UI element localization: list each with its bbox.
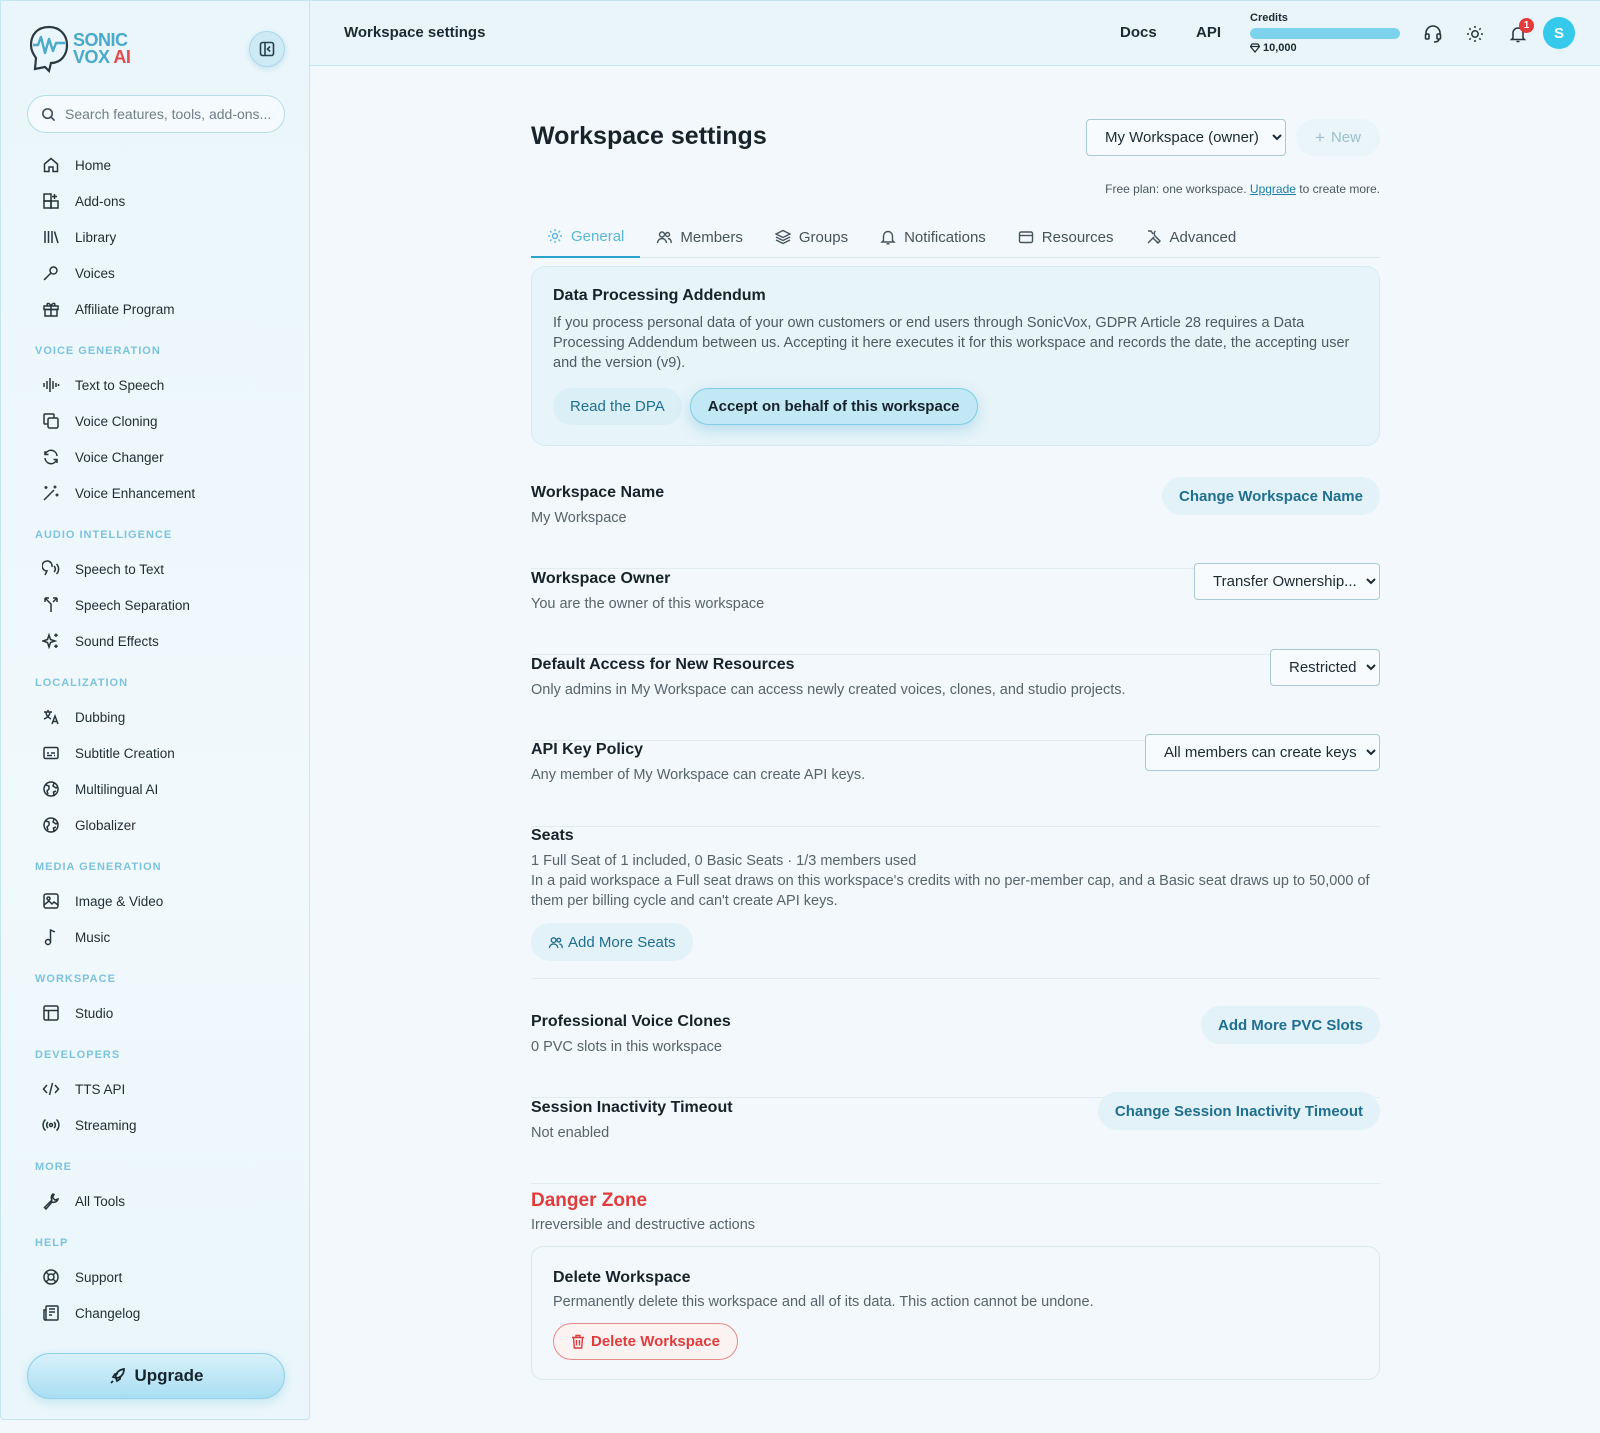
sidebar-item-label: Multilingual AI bbox=[75, 781, 159, 797]
topbar-title: Workspace settings bbox=[344, 24, 486, 41]
bell-icon bbox=[880, 229, 896, 245]
sidebar-item-label: Subtitle Creation bbox=[75, 745, 175, 761]
lifebuoy-icon bbox=[41, 1267, 61, 1287]
setting-desc: Only admins in My Workspace can access newly created voices, clones, and studio projects. bbox=[531, 682, 1126, 698]
workspace-select[interactable] bbox=[1086, 119, 1286, 156]
gear-icon bbox=[547, 228, 563, 244]
sidebar-item-text-to-speech[interactable] bbox=[1, 367, 311, 403]
logo-vox: VOX bbox=[73, 47, 110, 67]
diamond-icon bbox=[1250, 43, 1260, 53]
sidebar-item-label: Speech Separation bbox=[75, 597, 190, 613]
add-ons-icon bbox=[41, 191, 61, 211]
broadcast-icon bbox=[41, 1115, 61, 1135]
tab-label: Advanced bbox=[1169, 228, 1237, 246]
avatar[interactable]: S bbox=[1543, 17, 1575, 49]
new-label: New bbox=[1330, 129, 1361, 146]
sidebar-item-speech-separation[interactable] bbox=[1, 587, 311, 623]
tools-icon bbox=[1146, 229, 1162, 245]
sidebar-item-label: All Tools bbox=[75, 1193, 126, 1209]
sidebar-item-label: Support bbox=[75, 1269, 123, 1285]
globe-icon bbox=[41, 815, 61, 835]
sidebar-item-support[interactable] bbox=[1, 1259, 311, 1295]
tab-label: Groups bbox=[798, 228, 849, 246]
upgrade-label: Upgrade bbox=[134, 1366, 204, 1385]
sidebar-item-label: Streaming bbox=[75, 1117, 137, 1133]
delete-workspace-label: Delete Workspace bbox=[591, 1333, 720, 1350]
tab-general[interactable] bbox=[531, 216, 640, 258]
tab-resources[interactable] bbox=[1002, 216, 1130, 258]
setting-title: Seats bbox=[531, 827, 574, 844]
search-icon bbox=[41, 107, 56, 122]
split-icon bbox=[41, 595, 61, 615]
sidebar-item-label: Voices bbox=[75, 265, 115, 281]
sidebar-item-speech-to-text[interactable] bbox=[1, 551, 311, 587]
dpa-actions bbox=[553, 388, 1358, 425]
logo-line-2 bbox=[73, 49, 130, 66]
setting-workspace-name bbox=[531, 484, 1380, 569]
sidebar-item-label: Dubbing bbox=[75, 709, 126, 725]
speech-icon bbox=[41, 559, 61, 579]
sidebar-item-streaming[interactable] bbox=[1, 1107, 311, 1143]
sidebar-item-changelog[interactable] bbox=[1, 1295, 311, 1331]
setting-title: Workspace Name bbox=[531, 484, 665, 501]
sidebar bbox=[0, 0, 310, 1420]
sidebar-item-label: Library bbox=[75, 229, 117, 245]
tab-label: Notifications bbox=[904, 228, 986, 246]
danger-zone-subtitle: Irreversible and destructive actions bbox=[531, 1217, 756, 1233]
add-more-seats-label: Add More Seats bbox=[568, 933, 676, 951]
logo-ai: AI bbox=[113, 47, 131, 67]
tab-label: Members bbox=[680, 228, 743, 246]
layers-icon bbox=[775, 229, 791, 245]
sidebar-nav bbox=[1, 147, 311, 1331]
setting-api-key-policy bbox=[531, 741, 1380, 827]
subtitles-icon bbox=[41, 743, 61, 763]
sidebar-item-voice-cloning[interactable] bbox=[1, 403, 311, 439]
sun-icon bbox=[1466, 25, 1484, 43]
home-icon bbox=[41, 155, 61, 175]
transfer-ownership-select[interactable] bbox=[1194, 563, 1380, 600]
headset-icon bbox=[1423, 24, 1443, 44]
upgrade-link[interactable]: Upgrade bbox=[1249, 182, 1296, 196]
sidebar-item-voice-changer[interactable] bbox=[1, 439, 311, 475]
globe-icon bbox=[41, 779, 61, 799]
setting-desc: 1 Full Seat of 1 included, 0 Basic Seats · 1/3 members used bbox=[531, 853, 917, 869]
setting-desc: You are the owner of this workspace bbox=[531, 596, 765, 612]
setting-seats bbox=[531, 827, 1380, 979]
collapse-sidebar-button[interactable] bbox=[249, 31, 285, 67]
setting-professional-voice-clones bbox=[531, 1013, 1380, 1098]
sidebar-item-label: Image & Video bbox=[75, 893, 164, 909]
free-plan-text: Free plan: one workspace. bbox=[1105, 182, 1247, 196]
sidebar-item-label: Sound Effects bbox=[75, 633, 159, 649]
section-workspace: WORKSPACE bbox=[35, 973, 116, 985]
section-help: HELP bbox=[35, 1237, 69, 1249]
copy-icon bbox=[41, 411, 61, 431]
setting-title: Default Access for New Resources bbox=[531, 656, 795, 673]
sidebar-item-subtitle-creation[interactable] bbox=[1, 735, 311, 771]
code-icon bbox=[41, 1079, 61, 1099]
credits-value-row bbox=[1250, 42, 1410, 54]
tab-members[interactable] bbox=[640, 216, 759, 258]
wrench-icon bbox=[41, 1191, 61, 1211]
plus-icon: + bbox=[1315, 127, 1325, 147]
sidebar-item-tts-api[interactable] bbox=[1, 1071, 311, 1107]
section-audio-intelligence: AUDIO INTELLIGENCE bbox=[35, 529, 173, 541]
theme-toggle-button[interactable] bbox=[1463, 22, 1487, 46]
dpa-card bbox=[531, 266, 1380, 446]
setting-session-timeout bbox=[531, 1099, 1380, 1184]
tab-label: General bbox=[571, 227, 625, 245]
sidebar-item-label: Text to Speech bbox=[75, 377, 165, 393]
layout-icon bbox=[41, 1003, 61, 1023]
search-input[interactable] bbox=[65, 106, 275, 122]
delete-workspace-button[interactable] bbox=[553, 1323, 738, 1360]
notification-badge: 1 bbox=[1519, 18, 1534, 33]
sidebar-item-globalizer[interactable] bbox=[1, 807, 311, 843]
music-note-icon bbox=[41, 927, 61, 947]
delete-workspace-card bbox=[531, 1246, 1380, 1380]
users-icon bbox=[548, 935, 563, 950]
add-pvc-slots-button[interactable]: Add More PVC Slots bbox=[1201, 1006, 1380, 1044]
section-more: MORE bbox=[35, 1161, 72, 1173]
dpa-text: If you process personal data of your own customers or end users through SonicVox, GDPR Article 28 requires a Data Processing Addendum between us. Accepting it here executes it for this workspace and records the date, the accepting user and the version (v9). bbox=[553, 315, 1350, 371]
docs-link[interactable]: Docs bbox=[1120, 24, 1157, 41]
free-plan-note bbox=[1105, 182, 1380, 196]
translate-icon bbox=[41, 707, 61, 727]
sidebar-item-label: Home bbox=[75, 157, 112, 173]
setting-workspace-owner bbox=[531, 570, 1380, 655]
rocket-icon bbox=[109, 1367, 127, 1385]
danger-zone-title: Danger Zone bbox=[531, 1190, 648, 1211]
sidebar-item-label: Globalizer bbox=[75, 817, 136, 833]
logo[interactable] bbox=[27, 23, 130, 75]
credits-widget[interactable] bbox=[1250, 12, 1410, 54]
setting-desc: Any member of My Workspace can create API keys. bbox=[531, 767, 866, 783]
sidebar-item-voices[interactable] bbox=[1, 255, 311, 291]
sidebar-item-studio[interactable] bbox=[1, 995, 311, 1031]
sidebar-item-affiliate-program[interactable] bbox=[1, 291, 311, 327]
sidebar-item-label: Speech to Text bbox=[75, 561, 165, 577]
section-voice-generation: VOICE GENERATION bbox=[35, 345, 161, 357]
sidebar-item-library[interactable] bbox=[1, 219, 311, 255]
sidebar-item-home[interactable] bbox=[1, 147, 311, 183]
refresh-icon bbox=[41, 447, 61, 467]
upgrade-button[interactable] bbox=[27, 1353, 285, 1399]
page-title: Workspace settings bbox=[531, 122, 767, 150]
library-icon bbox=[41, 227, 61, 247]
read-dpa-button[interactable]: Read the DPA bbox=[553, 388, 682, 425]
default-access-select[interactable] bbox=[1270, 649, 1380, 686]
setting-desc-detail: In a paid workspace a Full seat draws on this workspace's credits with no per-member cap, and a Basic seat draws up to 50,000 of them per billing cycle and can't create API keys. bbox=[531, 873, 1370, 909]
setting-title: Workspace Owner bbox=[531, 570, 671, 587]
sidebar-item-label: Add-ons bbox=[75, 193, 126, 209]
sidebar-item-all-tools[interactable] bbox=[1, 1183, 311, 1219]
new-workspace-button[interactable] bbox=[1296, 119, 1380, 156]
waveform-icon bbox=[41, 375, 61, 395]
sidebar-item-image-video[interactable] bbox=[1, 883, 311, 919]
folder-icon bbox=[1018, 229, 1034, 245]
sidebar-item-add-ons[interactable] bbox=[1, 183, 311, 219]
sidebar-item-label: Voice Enhancement bbox=[75, 485, 196, 501]
setting-title: Session Inactivity Timeout bbox=[531, 1099, 733, 1116]
sidebar-item-label: Changelog bbox=[75, 1305, 141, 1321]
change-session-timeout-button[interactable]: Change Session Inactivity Timeout bbox=[1098, 1092, 1380, 1130]
free-plan-suffix: to create more. bbox=[1299, 182, 1380, 196]
newspaper-icon bbox=[41, 1303, 61, 1323]
tab-notifications[interactable] bbox=[864, 216, 1002, 258]
trash-icon bbox=[571, 1334, 585, 1349]
logo-line-1: SONIC bbox=[73, 30, 128, 50]
magic-wand-icon bbox=[41, 483, 61, 503]
api-key-policy-select[interactable] bbox=[1145, 734, 1380, 771]
image-icon bbox=[41, 891, 61, 911]
credits-label: Credits bbox=[1250, 12, 1288, 24]
add-more-seats-button[interactable] bbox=[531, 923, 693, 961]
setting-title: API Key Policy bbox=[531, 741, 644, 758]
setting-desc: Not enabled bbox=[531, 1125, 610, 1141]
credits-bar bbox=[1250, 28, 1400, 39]
settings-tabs bbox=[531, 216, 1380, 258]
section-developers: DEVELOPERS bbox=[35, 1049, 121, 1061]
sidebar-item-sound-effects[interactable] bbox=[1, 623, 311, 659]
setting-desc: 0 PVC slots in this workspace bbox=[531, 1039, 722, 1055]
sidebar-item-label: TTS API bbox=[75, 1081, 126, 1097]
tab-advanced[interactable] bbox=[1130, 216, 1253, 258]
topbar bbox=[310, 0, 1600, 66]
sidebar-item-label: Music bbox=[75, 929, 111, 945]
sidebar-item-dubbing[interactable] bbox=[1, 699, 311, 735]
setting-title: Professional Voice Clones bbox=[531, 1013, 731, 1030]
section-media-generation: MEDIA GENERATION bbox=[35, 861, 162, 873]
logo-wordmark bbox=[73, 32, 130, 66]
delete-workspace-title: Delete Workspace bbox=[553, 1269, 691, 1286]
sidebar-item-music[interactable] bbox=[1, 919, 311, 955]
tab-groups[interactable] bbox=[759, 216, 864, 258]
sparkles-icon bbox=[41, 631, 61, 651]
sidebar-item-label: Voice Changer bbox=[75, 449, 164, 465]
sidebar-item-label: Studio bbox=[75, 1005, 114, 1021]
users-icon bbox=[656, 229, 672, 245]
api-link[interactable]: API bbox=[1196, 24, 1222, 41]
voices-icon bbox=[41, 263, 61, 283]
notifications-button[interactable] bbox=[1506, 22, 1530, 46]
dpa-title: Data Processing Addendum bbox=[553, 287, 766, 304]
sidebar-item-multilingual-ai[interactable] bbox=[1, 771, 311, 807]
section-localization: LOCALIZATION bbox=[35, 677, 129, 689]
logo-head-icon bbox=[27, 23, 71, 75]
sidebar-item-label: Affiliate Program bbox=[75, 301, 175, 317]
accept-dpa-button[interactable]: Accept on behalf of this workspace bbox=[690, 388, 978, 425]
sidebar-item-voice-enhancement[interactable] bbox=[1, 475, 311, 511]
setting-default-access bbox=[531, 656, 1380, 741]
tab-label: Resources bbox=[1041, 228, 1114, 246]
gift-icon bbox=[41, 299, 61, 319]
setting-desc: My Workspace bbox=[531, 510, 627, 526]
sidebar-item-label: Voice Cloning bbox=[75, 413, 158, 429]
support-headset-button[interactable] bbox=[1421, 22, 1445, 46]
change-workspace-name-button[interactable]: Change Workspace Name bbox=[1162, 477, 1380, 515]
sidebar-search[interactable] bbox=[27, 95, 285, 133]
delete-workspace-text: Permanently delete this workspace and all of its data. This action cannot be undone. bbox=[553, 1294, 1094, 1310]
sidebar-collapse-icon bbox=[259, 41, 275, 57]
credits-value: 10,000 bbox=[1263, 42, 1297, 54]
credits-bar-fill bbox=[1250, 28, 1400, 39]
